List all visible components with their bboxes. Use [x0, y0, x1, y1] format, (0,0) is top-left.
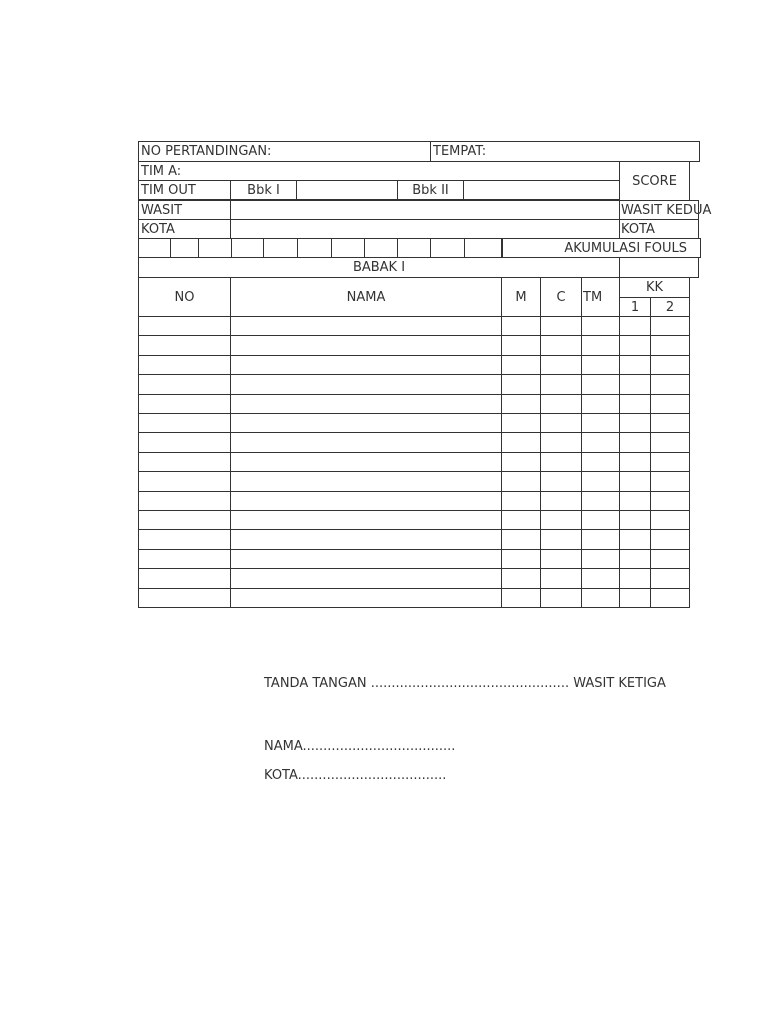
col-c-header: C — [540, 277, 582, 317]
table-row-cell-tm — [581, 432, 620, 453]
bbk1-value — [296, 180, 398, 200]
table-row-cell-kk2 — [650, 432, 690, 453]
table-row-cell-c — [540, 491, 582, 511]
table-row-cell-kk2 — [650, 568, 690, 589]
table-row-cell-tm — [581, 374, 620, 395]
table-row-cell-m — [501, 413, 541, 433]
table-row-cell-m — [501, 452, 541, 472]
table-row-cell-no — [138, 374, 231, 395]
foul-box — [464, 238, 503, 258]
table-row-cell-m — [501, 374, 541, 395]
table-row-cell-c — [540, 316, 582, 336]
table-row-cell-kk1 — [619, 529, 651, 550]
table-row-cell-no — [138, 529, 231, 550]
table-row-cell-no — [138, 510, 231, 530]
table-row-cell-no — [138, 471, 231, 492]
table-row-cell-kk2 — [650, 374, 690, 395]
col-m-header: M — [501, 277, 541, 317]
table-row-cell-kk2 — [650, 588, 690, 608]
table-row-cell-kk2 — [650, 491, 690, 511]
table-row-cell-c — [540, 413, 582, 433]
table-row-cell-kk1 — [619, 452, 651, 472]
table-row-cell-c — [540, 355, 582, 375]
foul-box — [331, 238, 365, 258]
table-row-cell-kk1 — [619, 510, 651, 530]
table-row-cell-tm — [581, 491, 620, 511]
kota-value — [230, 219, 620, 239]
table-row-cell-no — [138, 549, 231, 569]
table-row-cell-no — [138, 452, 231, 472]
table-row-cell-m — [501, 432, 541, 453]
table-row-cell-nama — [230, 335, 502, 356]
table-row-cell-kk1 — [619, 491, 651, 511]
table-row-cell-nama — [230, 529, 502, 550]
table-row-cell-kk2 — [650, 471, 690, 492]
table-row-cell-kk2 — [650, 355, 690, 375]
table-row-cell-nama — [230, 413, 502, 433]
tanda-tangan-line: TANDA TANGAN ................................................ WASIT KETIGA — [264, 676, 666, 691]
table-row-cell-tm — [581, 568, 620, 589]
foul-box — [397, 238, 431, 258]
table-row-cell-c — [540, 588, 582, 608]
table-row-cell-c — [540, 394, 582, 414]
table-row-cell-kk2 — [650, 510, 690, 530]
table-row-cell-c — [540, 549, 582, 569]
table-row-cell-c — [540, 510, 582, 530]
akumulasi-fouls-label: AKUMULASI FOULS — [501, 238, 701, 258]
table-row-cell-no — [138, 394, 231, 414]
table-row-cell-c — [540, 432, 582, 453]
bbk2-value — [463, 180, 620, 200]
table-row-cell-m — [501, 568, 541, 589]
table-row-cell-c — [540, 335, 582, 356]
bbk2-label: Bbk II — [397, 180, 464, 200]
table-row-cell-c — [540, 529, 582, 550]
table-row-cell-m — [501, 549, 541, 569]
table-row-cell-nama — [230, 374, 502, 395]
table-row-cell-tm — [581, 471, 620, 492]
foul-box — [297, 238, 332, 258]
col-no-header: NO — [138, 277, 231, 317]
table-row-cell-nama — [230, 316, 502, 336]
table-row-cell-kk1 — [619, 471, 651, 492]
table-row-cell-kk2 — [650, 549, 690, 569]
tim-out-label: TIM OUT — [138, 180, 231, 200]
table-row-cell-kk1 — [619, 588, 651, 608]
foul-box — [138, 238, 171, 258]
kota-label: KOTA — [138, 219, 231, 239]
table-row-cell-m — [501, 471, 541, 492]
table-row-cell-nama — [230, 432, 502, 453]
table-row-cell-tm — [581, 549, 620, 569]
table-row-cell-nama — [230, 568, 502, 589]
table-row-cell-kk1 — [619, 355, 651, 375]
table-row-cell-nama — [230, 549, 502, 569]
table-row-cell-m — [501, 316, 541, 336]
table-row-cell-no — [138, 355, 231, 375]
foul-box — [198, 238, 232, 258]
table-row-cell-kk2 — [650, 413, 690, 433]
table-row-cell-c — [540, 374, 582, 395]
col-kk-2-header: 2 — [650, 297, 690, 317]
table-row-cell-nama — [230, 491, 502, 511]
table-row-cell-no — [138, 568, 231, 589]
score-cell: SCORE — [619, 161, 690, 201]
wasit-value — [230, 200, 620, 220]
table-row-cell-kk2 — [650, 529, 690, 550]
col-nama-header: NAMA — [230, 277, 502, 317]
table-row-cell-no — [138, 432, 231, 453]
babak-label: BABAK I — [138, 257, 620, 278]
table-row-cell-tm — [581, 335, 620, 356]
table-row-cell-kk1 — [619, 568, 651, 589]
table-row-cell-tm — [581, 394, 620, 414]
table-row-cell-no — [138, 491, 231, 511]
table-row-cell-m — [501, 491, 541, 511]
table-row-cell-kk2 — [650, 335, 690, 356]
table-row-cell-nama — [230, 510, 502, 530]
table-row-cell-c — [540, 452, 582, 472]
foul-box — [231, 238, 264, 258]
table-row-cell-kk2 — [650, 316, 690, 336]
kota-right-label: KOTA — [619, 219, 699, 239]
tempat-cell: TEMPAT: — [430, 141, 700, 162]
table-row-cell-tm — [581, 355, 620, 375]
col-kk-1-header: 1 — [619, 297, 651, 317]
foul-box — [263, 238, 298, 258]
no-pertandingan-cell: NO PERTANDINGAN: — [138, 141, 431, 162]
table-row-cell-nama — [230, 355, 502, 375]
table-row-cell-kk1 — [619, 432, 651, 453]
table-row-cell-tm — [581, 510, 620, 530]
table-row-cell-kk1 — [619, 394, 651, 414]
table-row-cell-kk2 — [650, 394, 690, 414]
table-row-cell-kk2 — [650, 452, 690, 472]
foul-box — [430, 238, 465, 258]
table-row-cell-no — [138, 588, 231, 608]
table-row-cell-kk1 — [619, 374, 651, 395]
table-row-cell-c — [540, 568, 582, 589]
kota-line: KOTA.................................... — [264, 768, 447, 783]
table-row-cell-no — [138, 316, 231, 336]
table-row-cell-m — [501, 510, 541, 530]
table-row-cell-kk1 — [619, 549, 651, 569]
wasit-label: WASIT — [138, 200, 231, 220]
table-row-cell-m — [501, 529, 541, 550]
table-row-cell-m — [501, 394, 541, 414]
col-tm-header: TM — [581, 277, 620, 317]
table-row-cell-tm — [581, 588, 620, 608]
foul-box — [170, 238, 199, 258]
foul-box — [364, 238, 398, 258]
table-row-cell-tm — [581, 413, 620, 433]
table-row-cell-nama — [230, 471, 502, 492]
table-row-cell-no — [138, 335, 231, 356]
table-row-cell-kk1 — [619, 413, 651, 433]
wasit-kedua-label: WASIT KEDUA — [619, 200, 699, 220]
table-row-cell-nama — [230, 588, 502, 608]
table-row-cell-m — [501, 335, 541, 356]
score-sheet — [138, 140, 712, 608]
table-row-cell-nama — [230, 394, 502, 414]
table-row-cell-nama — [230, 452, 502, 472]
table-row-cell-m — [501, 355, 541, 375]
babak-right-cell — [619, 257, 699, 278]
table-row-cell-no — [138, 413, 231, 433]
table-row-cell-tm — [581, 529, 620, 550]
table-row-cell-kk1 — [619, 335, 651, 356]
bbk1-label: Bbk I — [230, 180, 297, 200]
col-kk-header: KK — [619, 277, 690, 298]
table-row-cell-m — [501, 588, 541, 608]
tim-a-cell: TIM A: — [138, 161, 620, 181]
table-row-cell-tm — [581, 316, 620, 336]
table-row-cell-c — [540, 471, 582, 492]
nama-line: NAMA..................................... — [264, 739, 456, 754]
table-row-cell-kk1 — [619, 316, 651, 336]
table-row-cell-tm — [581, 452, 620, 472]
